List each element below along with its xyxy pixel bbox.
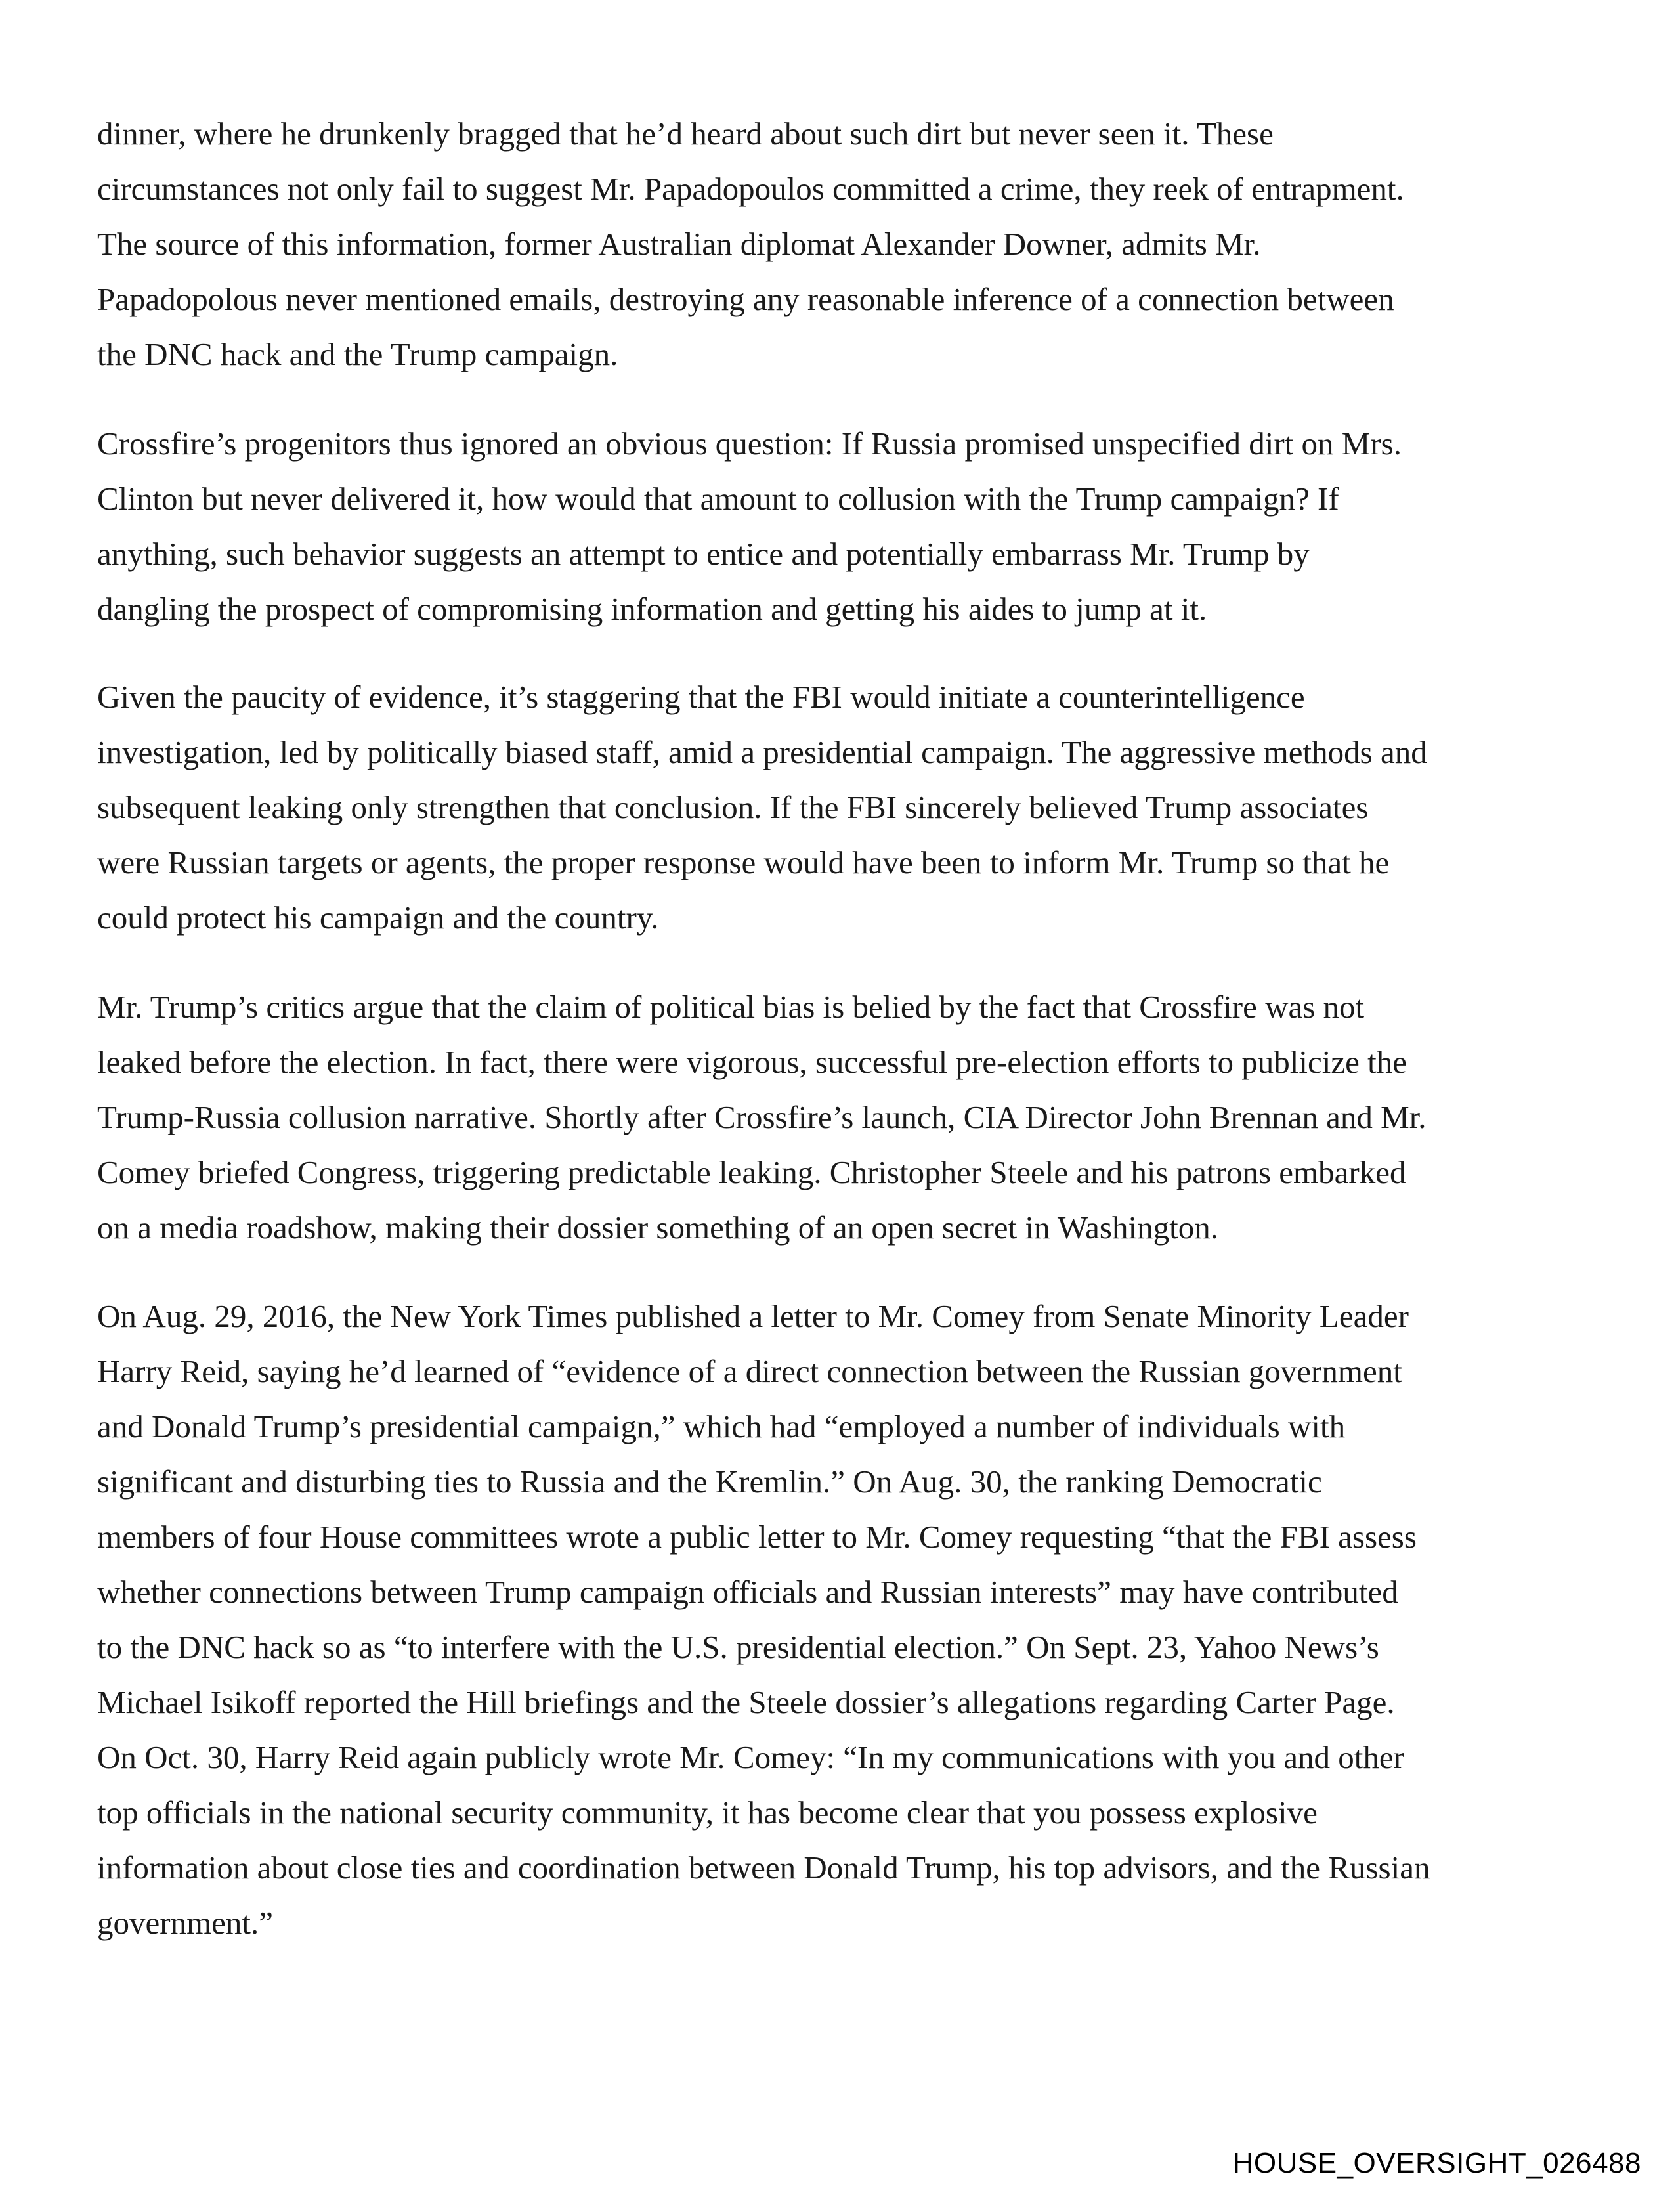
text-line: on a media roadshow, making their dossier something of an open secret in Washington. bbox=[97, 1209, 1218, 1246]
text-line: Papadopolous never mentioned emails, destroying any reasonable inference of a connection between bbox=[97, 281, 1394, 317]
text-line: government.” bbox=[97, 1905, 274, 1941]
text-line: anything, such behavior suggests an attempt to entice and potentially embarrass Mr. Trump by bbox=[97, 536, 1310, 572]
text-line: On Aug. 29, 2016, the New York Times published a letter to Mr. Comey from Senate Minority Leader bbox=[97, 1298, 1409, 1334]
text-line: could protect his campaign and the country. bbox=[97, 900, 659, 936]
text-line: investigation, led by politically biased staff, amid a presidential campaign. The aggressive methods and bbox=[97, 734, 1427, 770]
text-line: leaked before the election. In fact, there were vigorous, successful pre-election efforts to publicize the bbox=[97, 1044, 1407, 1080]
paragraph-3 bbox=[97, 670, 1574, 945]
text-line: Trump-Russia collusion narrative. Shortly after Crossfire’s launch, CIA Director John Brennan and Mr. bbox=[97, 1099, 1427, 1135]
text-line: significant and disturbing ties to Russia and the Kremlin.” On Aug. 30, the ranking Democratic bbox=[97, 1464, 1322, 1500]
text-line: subsequent leaking only strengthen that conclusion. If the FBI sincerely believed Trump associates bbox=[97, 789, 1369, 825]
text-line: Mr. Trump’s critics argue that the claim of political bias is belied by the fact that Crossfire was not bbox=[97, 989, 1365, 1025]
text-line: members of four House committees wrote a public letter to Mr. Comey requesting “that the FBI assess bbox=[97, 1519, 1417, 1555]
text-line: circumstances not only fail to suggest Mr. Papadopoulos committed a crime, they reek of entrapment. bbox=[97, 171, 1404, 207]
text-line: dangling the prospect of compromising information and getting his aides to jump at it. bbox=[97, 591, 1207, 627]
text-line: were Russian targets or agents, the proper response would have been to inform Mr. Trump so that he bbox=[97, 844, 1390, 880]
text-line: Clinton but never delivered it, how would that amount to collusion with the Trump campaign? If bbox=[97, 481, 1339, 517]
paragraph-2 bbox=[97, 416, 1574, 637]
text-line: The source of this information, former Australian diplomat Alexander Downer, admits Mr. bbox=[97, 226, 1261, 262]
text-line: to the DNC hack so as “to interfere with the U.S. presidential election.” On Sept. 23, Yahoo News’s bbox=[97, 1629, 1379, 1665]
text-line: On Oct. 30, Harry Reid again publicly wrote Mr. Comey: “In my communications with you and other bbox=[97, 1739, 1404, 1775]
text-line: information about close ties and coordination between Donald Trump, his top advisors, and the Russian bbox=[97, 1850, 1430, 1886]
text-line: Michael Isikoff reported the Hill briefings and the Steele dossier’s allegations regarding Carter Page. bbox=[97, 1684, 1395, 1720]
text-line: dinner, where he drunkenly bragged that he’d heard about such dirt but never seen it. These bbox=[97, 116, 1274, 152]
paragraph-5 bbox=[97, 1289, 1574, 1951]
text-line: top officials in the national security community, it has become clear that you possess explosive bbox=[97, 1794, 1318, 1831]
text-line: Harry Reid, saying he’d learned of “evidence of a direct connection between the Russian government bbox=[97, 1353, 1402, 1389]
paragraph-4 bbox=[97, 980, 1574, 1255]
text-line: Crossfire’s progenitors thus ignored an obvious question: If Russia promised unspecified dirt on Mrs. bbox=[97, 425, 1402, 462]
paragraph-1 bbox=[97, 106, 1574, 382]
text-line: Comey briefed Congress, triggering predictable leaking. Christopher Steele and his patrons embarked bbox=[97, 1154, 1406, 1190]
text-line: whether connections between Trump campaign officials and Russian interests” may have contributed bbox=[97, 1574, 1398, 1610]
text-line: the DNC hack and the Trump campaign. bbox=[97, 336, 618, 372]
document-id-stamp: HOUSE_OVERSIGHT_026488 bbox=[1232, 2147, 1641, 2179]
text-line: Given the paucity of evidence, it’s staggering that the FBI would initiate a counterintelligence bbox=[97, 679, 1305, 715]
text-line: and Donald Trump’s presidential campaign,” which had “employed a number of individuals with bbox=[97, 1408, 1346, 1444]
